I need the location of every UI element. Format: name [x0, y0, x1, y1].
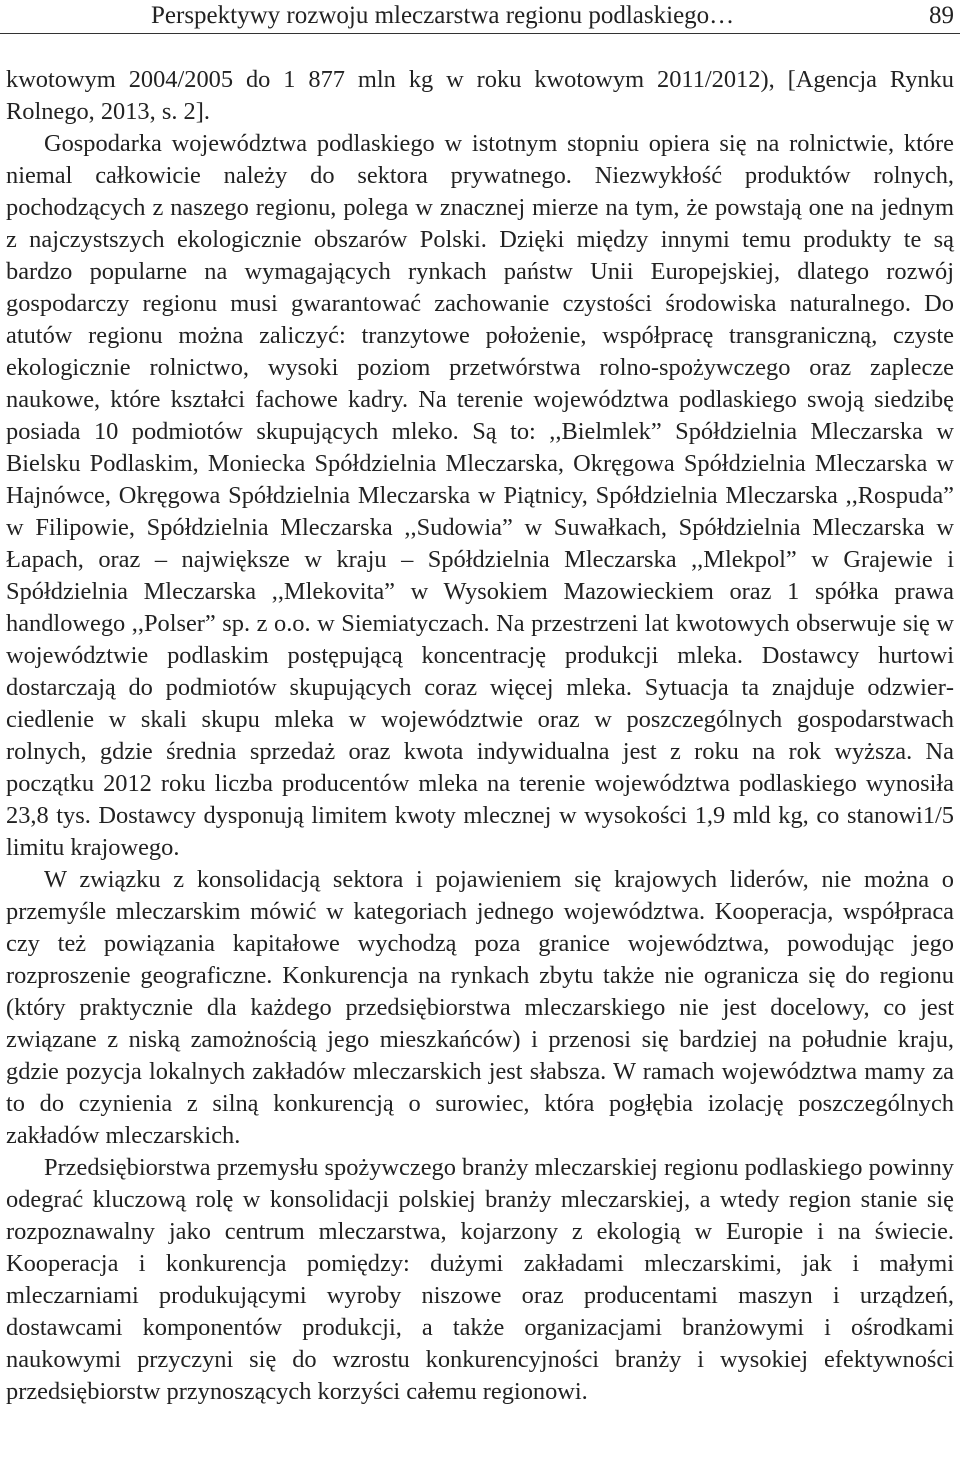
paragraph-enterprises: Przedsiębiorstwa przemysłu spożywczego branży mleczarskiej regionu podlaskiego powinny odegrać kluczową rolę w konsolidacji polskiej branży mleczarskiej, a wtedy region stanie się rozpoznawalny jako centrum mleczarstwa, kojarzony z ekologią w Europie i na świecie. Kooperacja i konkurencja pomiędzy: dużymi zakładami mleczarskimi, jak i małymi mleczarniami produkującymi wyroby niszowe oraz producentami maszyn i urządzeń, dostawcami komponentów produkcji, a także organizacjami branżowymi i ośrodkami naukowymi przyczyni się do wzrostu konkurencyjności branży i wysokiej efektywności przedsiębiorstw przynoszących korzyści całemu regionowi.	[6, 1154, 954, 1405]
paragraph-economy: Gospodarka województwa podlaskiego w istotnym stopniu opiera się na rolnictwie, które niemal całkowicie należy do sektora prywatnego. Niezwykłość produktów rolnych, pochodzących z naszego regionu, polega w znacznej mierze na tym, że powstają one na jednym z najczystszych ekologicznie obszarów Polski. Dzięki między innymi temu produkty te są bardzo popularne na wymagających rynkach państw Unii Europejskiej, dlatego rozwój gospodarczy regionu musi gwarantować zachowanie czystości środowiska naturalnego. Do atutów regionu można zaliczyć: tranzytowe położenie, współpracę transgraniczną, czyste ekologicznie rolnictwo, wysoki poziom przetwórstwa rolno-spożywczego oraz zaplecze naukowe, które kształci fachowe kadry. Na terenie województwa podlaskiego swoją siedzibę posiada 10 podmiotów skupujących mleko. Są to: ,,Bielmlek” Spółdzielnia Mleczarska w Bielsku Podlaskim, Moniecka Spółdzielnia Mleczarska, Okręgowa Spółdzielnia Mleczarska w Hajnówce, Okręgowa Spółdzielnia Mleczarska w Piątnicy, Spółdzielnia Mleczarska ,,Rospuda” w Filipowie, Spółdzielnia Mleczarska ,,Sudowia” w Suwałkach, Spółdzielnia Mleczarska w Łapach, oraz – największe w kraju – Spółdzielnia Mleczarska ,,Mlekpol” w Grajewie i Spółdzielnia Mleczarska ,,Mlekovita” w Wysokiem Mazowieckiem oraz 1 spółka prawa handlowego ,,Polser” sp. z o.o. w Siemiatyczach. Na przestrzeni lat kwotowych obserwuje się w województwie podlaskim postępującą koncentrację produkcji mleka. Dostawcy hurtowi dostarczają do podmiotów skupujących coraz więcej mleka. Sytuacja ta znajduje odzwierciedlenie w skali skupu mleka w województwie oraz w poszczególnych gospodarstwach rolnych, gdzie średnia sprzedaż oraz kwota indywidualna jest z roku na rok wyższa. Na początku 2012 roku liczba producentów mleka na terenie województwa podlaskiego wynosiła 23,8 tys. Dostawcy dysponują limitem kwoty mlecznej w wysokości 1,9 mld kg, co stanowi1/5 limitu krajowego.	[6, 130, 954, 861]
paragraph-continuation: kwotowym 2004/2005 do 1 877 mln kg w roku kwotowym 2011/2012), [Agencja Rynku Rolnego, 2013, s. 2].	[6, 66, 954, 125]
body-text	[6, 64, 954, 1408]
header-title: Perspektywy rozwoju mleczarstwa regionu podlaskiego…	[151, 2, 735, 29]
running-header	[0, 0, 960, 34]
page-number: 89	[929, 2, 954, 29]
paragraph-consolidation: W związku z konsolidacją sektora i pojawieniem się krajowych liderów, nie można o przemyśle mleczarskim mówić w kategoriach jednego województwa. Kooperacja, współpraca czy też powiązania kapitałowe wychodzą poza granice województwa, powodując jego rozproszenie geograficzne. Konkurencja na rynkach zbytu także nie ogranicza się do regionu (który praktycznie dla każdego przedsiębiorstwa mleczarskiego nie jest docelowy, co jest związane z niską zamożnością jego mieszkańców) i przenosi się bardziej na południe kraju, gdzie pozycja lokalnych zakładów mleczarskich jest słabsza. W ramach województwa mamy za to do czynienia z silną konkurencją o surowiec, która pogłębia izolację poszczególnych zakładów mleczarskich.	[6, 866, 954, 1149]
